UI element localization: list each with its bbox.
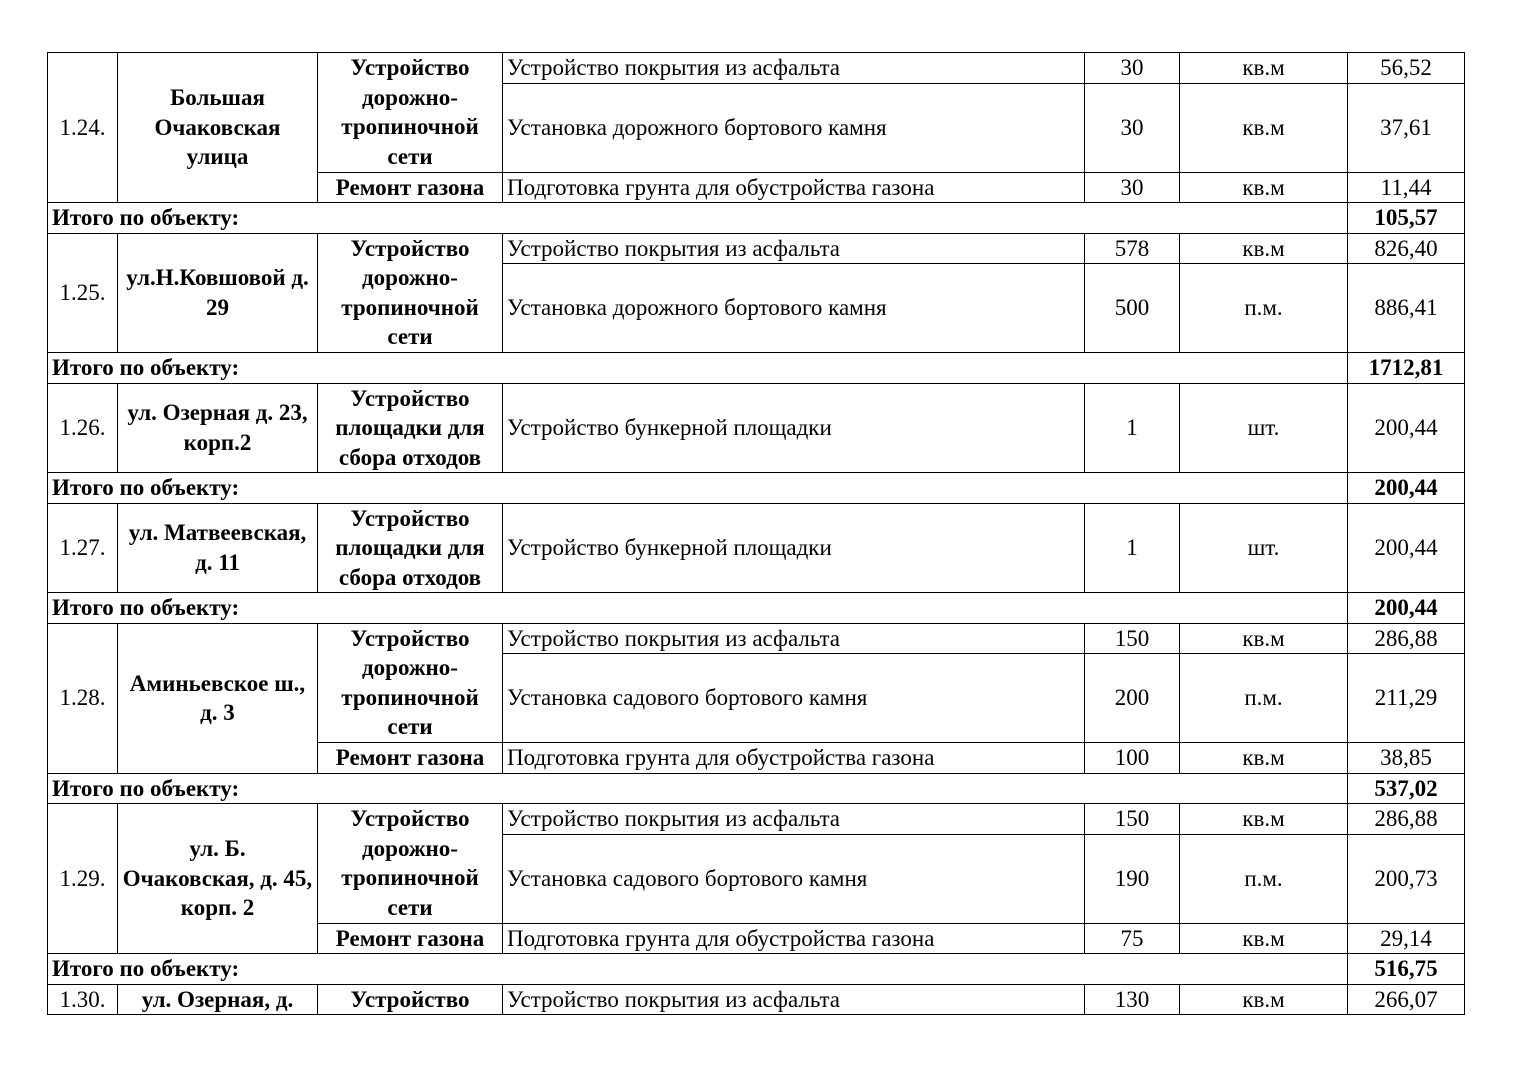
- work-name: Устройство бункерной площадки: [503, 503, 1085, 593]
- table-row: [48, 383, 1465, 473]
- object-number: 1.26.: [48, 383, 118, 473]
- work-name: Установка дорожного бортового камня: [503, 264, 1085, 353]
- work-sum: 56,52: [1348, 53, 1465, 84]
- table-row: [48, 804, 1465, 835]
- work-sum: 29,14: [1348, 923, 1465, 954]
- object-number: 1.25.: [48, 233, 118, 353]
- total-label: Итого по объекту:: [48, 353, 1348, 384]
- work-quantity: 30: [1085, 53, 1180, 84]
- work-sum: 286,88: [1348, 804, 1465, 835]
- work-quantity: 100: [1085, 743, 1180, 774]
- work-unit: п.м.: [1180, 264, 1348, 353]
- total-row: [48, 353, 1465, 384]
- work-quantity: 150: [1085, 623, 1180, 654]
- work-quantity: 30: [1085, 172, 1180, 203]
- total-label: Итого по объекту:: [48, 473, 1348, 504]
- work-name: Устройство покрытия из асфальта: [503, 804, 1085, 835]
- total-row: [48, 203, 1465, 234]
- work-name: Подготовка грунта для обустройства газона: [503, 743, 1085, 774]
- total-sum: 537,02: [1348, 773, 1465, 804]
- object-address: ул. Матвеевская, д. 11: [118, 503, 318, 593]
- total-label: Итого по объекту:: [48, 954, 1348, 985]
- work-name: Установка дорожного бортового камня: [503, 83, 1085, 172]
- work-quantity: 200: [1085, 654, 1180, 743]
- table-row: [48, 233, 1465, 264]
- work-sum: 200,44: [1348, 503, 1465, 593]
- object-address: Большая Очаковская улица: [118, 53, 318, 203]
- work-name: Подготовка грунта для обустройства газона: [503, 172, 1085, 203]
- work-quantity: 578: [1085, 233, 1180, 264]
- total-row: [48, 954, 1465, 985]
- table-row: [48, 984, 1465, 1015]
- total-sum: 200,44: [1348, 593, 1465, 624]
- object-number: 1.28.: [48, 623, 118, 773]
- work-name: Устройство покрытия из асфальта: [503, 623, 1085, 654]
- work-unit: шт.: [1180, 383, 1348, 473]
- total-label: Итого по объекту:: [48, 773, 1348, 804]
- work-quantity: 190: [1085, 834, 1180, 923]
- total-sum: 516,75: [1348, 954, 1465, 985]
- work-sum: 11,44: [1348, 172, 1465, 203]
- work-type: Устройство дорожно-тропиночной сети: [318, 53, 503, 173]
- object-number: 1.29.: [48, 804, 118, 954]
- work-quantity: 130: [1085, 984, 1180, 1015]
- work-type: Ремонт газона: [318, 172, 503, 203]
- object-number: 1.30.: [48, 984, 118, 1015]
- work-sum: 826,40: [1348, 233, 1465, 264]
- work-unit: п.м.: [1180, 654, 1348, 743]
- work-unit: кв.м: [1180, 233, 1348, 264]
- work-sum: 38,85: [1348, 743, 1465, 774]
- work-name: Установка садового бортового камня: [503, 834, 1085, 923]
- work-quantity: 1: [1085, 383, 1180, 473]
- works-table: [47, 52, 1465, 1015]
- total-row: [48, 473, 1465, 504]
- object-address: ул.Н.Ковшовой д. 29: [118, 233, 318, 353]
- work-type: Устройство дорожно-тропиночной сети: [318, 804, 503, 924]
- object-address: Аминьевское ш., д. 3: [118, 623, 318, 773]
- work-sum: 200,73: [1348, 834, 1465, 923]
- total-label: Итого по объекту:: [48, 593, 1348, 624]
- work-name: Подготовка грунта для обустройства газона: [503, 923, 1085, 954]
- object-number: 1.24.: [48, 53, 118, 203]
- table-row: [48, 623, 1465, 654]
- work-unit: кв.м: [1180, 923, 1348, 954]
- work-sum: 886,41: [1348, 264, 1465, 353]
- work-sum: 200,44: [1348, 383, 1465, 473]
- work-unit: кв.м: [1180, 53, 1348, 84]
- work-unit: кв.м: [1180, 743, 1348, 774]
- work-unit: кв.м: [1180, 172, 1348, 203]
- table-row: [48, 53, 1465, 84]
- work-name: Установка садового бортового камня: [503, 654, 1085, 743]
- work-type: Ремонт газона: [318, 743, 503, 774]
- total-sum: 105,57: [1348, 203, 1465, 234]
- table-row: [48, 503, 1465, 593]
- object-address: ул. Б. Очаковская, д. 45, корп. 2: [118, 804, 318, 954]
- work-quantity: 30: [1085, 83, 1180, 172]
- total-row: [48, 773, 1465, 804]
- total-row: [48, 593, 1465, 624]
- total-sum: 200,44: [1348, 473, 1465, 504]
- work-sum: 286,88: [1348, 623, 1465, 654]
- work-name: Устройство бункерной площадки: [503, 383, 1085, 473]
- work-name: Устройство покрытия из асфальта: [503, 53, 1085, 84]
- work-quantity: 75: [1085, 923, 1180, 954]
- work-unit: кв.м: [1180, 984, 1348, 1015]
- work-sum: 37,61: [1348, 83, 1465, 172]
- work-type: Устройство площадки для сбора отходов: [318, 503, 503, 593]
- work-unit: п.м.: [1180, 834, 1348, 923]
- work-sum: 266,07: [1348, 984, 1465, 1015]
- work-type: Устройство: [318, 984, 503, 1015]
- work-type: Устройство площадки для сбора отходов: [318, 383, 503, 473]
- work-sum: 211,29: [1348, 654, 1465, 743]
- work-unit: кв.м: [1180, 623, 1348, 654]
- total-sum: 1712,81: [1348, 353, 1465, 384]
- work-type: Ремонт газона: [318, 923, 503, 954]
- object-address: ул. Озерная, д.: [118, 984, 318, 1015]
- work-name: Устройство покрытия из асфальта: [503, 233, 1085, 264]
- work-unit: шт.: [1180, 503, 1348, 593]
- work-unit: кв.м: [1180, 83, 1348, 172]
- work-quantity: 150: [1085, 804, 1180, 835]
- total-label: Итого по объекту:: [48, 203, 1348, 234]
- work-quantity: 500: [1085, 264, 1180, 353]
- work-name: Устройство покрытия из асфальта: [503, 984, 1085, 1015]
- work-type: Устройство дорожно-тропиночной сети: [318, 623, 503, 743]
- work-type: Устройство дорожно-тропиночной сети: [318, 233, 503, 353]
- work-quantity: 1: [1085, 503, 1180, 593]
- object-number: 1.27.: [48, 503, 118, 593]
- object-address: ул. Озерная д. 23, корп.2: [118, 383, 318, 473]
- work-unit: кв.м: [1180, 804, 1348, 835]
